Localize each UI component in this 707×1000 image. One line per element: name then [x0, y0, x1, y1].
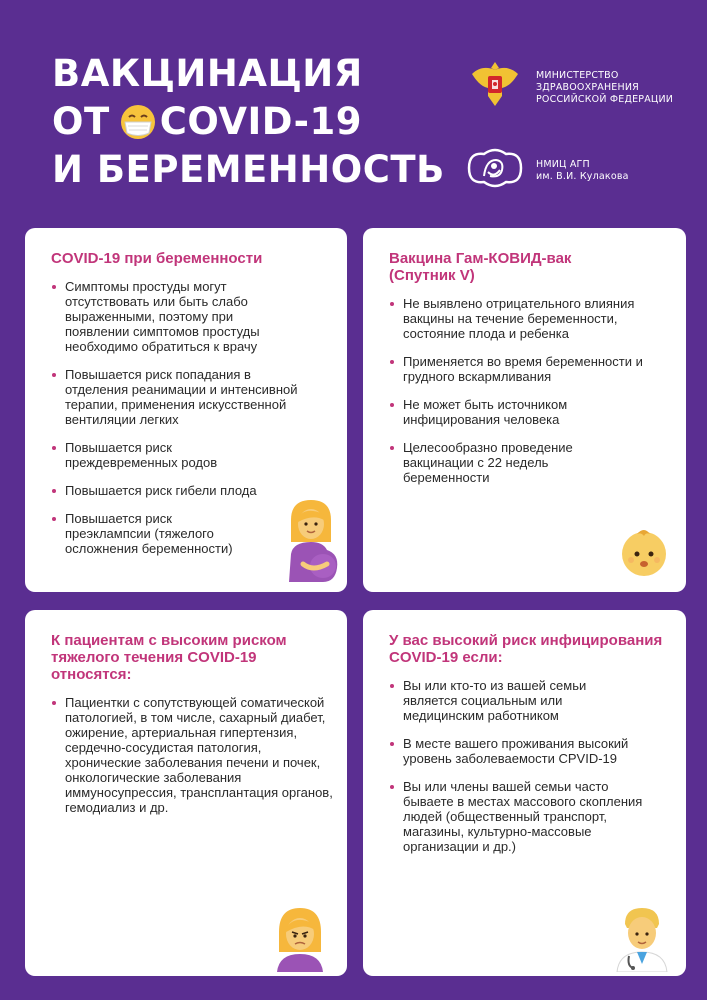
title-line-1: ВАКЦИНАЦИЯ [52, 52, 363, 95]
list-item: В месте вашего проживания высокий уровень заболеваемости CPVID-19 [389, 736, 659, 766]
nmic-logo-block [466, 148, 629, 193]
mother-child-logo-icon [466, 148, 524, 193]
card-infection-risk [363, 610, 686, 976]
coat-of-arms-icon [466, 56, 524, 119]
list-item: Повышается риск преэклампсии (тяжелого осложнения беременности) [51, 511, 261, 556]
doctor-icon [613, 906, 671, 977]
bullet-list [389, 296, 666, 485]
woman-frowning-icon [273, 906, 327, 977]
list-item: Повышается риск гибели плода [51, 483, 327, 498]
list-item: Вы или члены вашей семьи часто бываете в местах массового скопления людей (общественный транспорт, магазины, культурно-массовые организации и др.) [389, 779, 651, 854]
title-line-2-prefix: ОТ [52, 100, 110, 143]
card-title: У вас высокий риск инфицирования COVID-19 если: [389, 632, 663, 666]
pregnant-woman-icon [283, 498, 339, 587]
card-high-risk-patients [25, 610, 347, 976]
list-item: Не выявлено отрицательного влияния вакцины на течение беременности, состояние плода и ребенка [389, 296, 669, 341]
title-line-2-suffix: COVID-19 [159, 100, 362, 143]
card-title: К пациентам с высоким риском тяжелого течения COVID-19 относятся: [51, 632, 287, 683]
nmic-name: НМИЦ АГП им. В.И. Кулакова [536, 158, 629, 182]
list-item: Пациентки с сопутствующей соматической патологией, в том числе, сахарный диабет, ожирение, артериальная гипертензия, сердечно-сосудистая патология, хронические заболевания печени и почек, онкологические заболевания иммуносупрессия, трансплантация органов, гемодиализ и др. [51, 695, 333, 815]
ministry-name: МИНИСТЕРСТВО ЗДРАВООХРАНЕНИЯ РОССИЙСКОЙ ФЕДЕРАЦИИ [536, 69, 674, 105]
list-item: Повышается риск преждевременных родов [51, 440, 231, 470]
bullet-list [389, 678, 666, 854]
list-item: Вы или кто-то из вашей семьи является социальным или медицинским работником [389, 678, 634, 723]
card-sputnik-vaccine [363, 228, 686, 592]
card-title: Вакцина Гам-КОВИД-вак (Спутник V) [389, 250, 572, 284]
baby-face-icon [619, 526, 669, 583]
list-item: Повышается риск попадания в отделения реанимации и интенсивной терапии, применения искусственной вентиляции легких [51, 367, 313, 427]
card-covid-pregnancy [25, 228, 347, 592]
list-item: Не может быть источником инфицирования человека [389, 397, 589, 427]
card-title: COVID-19 при беременности [51, 250, 263, 267]
list-item: Применяется во время беременности и грудного вскармливания [389, 354, 654, 384]
ministry-logo-block [466, 56, 673, 119]
list-item: Целесообразно проведение вакцинации с 22 недель беременности [389, 440, 589, 485]
list-item: Симптомы простуды могут отсутствовать или быть слабо выраженными, поэтому при появлении симптомов простуды необходимо обратиться к врачу [51, 279, 301, 354]
title-line-3: И БЕРЕМЕННОСТЬ [52, 148, 445, 191]
bullet-list [51, 695, 333, 815]
face-with-mask-icon [120, 104, 156, 140]
page-title [52, 50, 445, 194]
